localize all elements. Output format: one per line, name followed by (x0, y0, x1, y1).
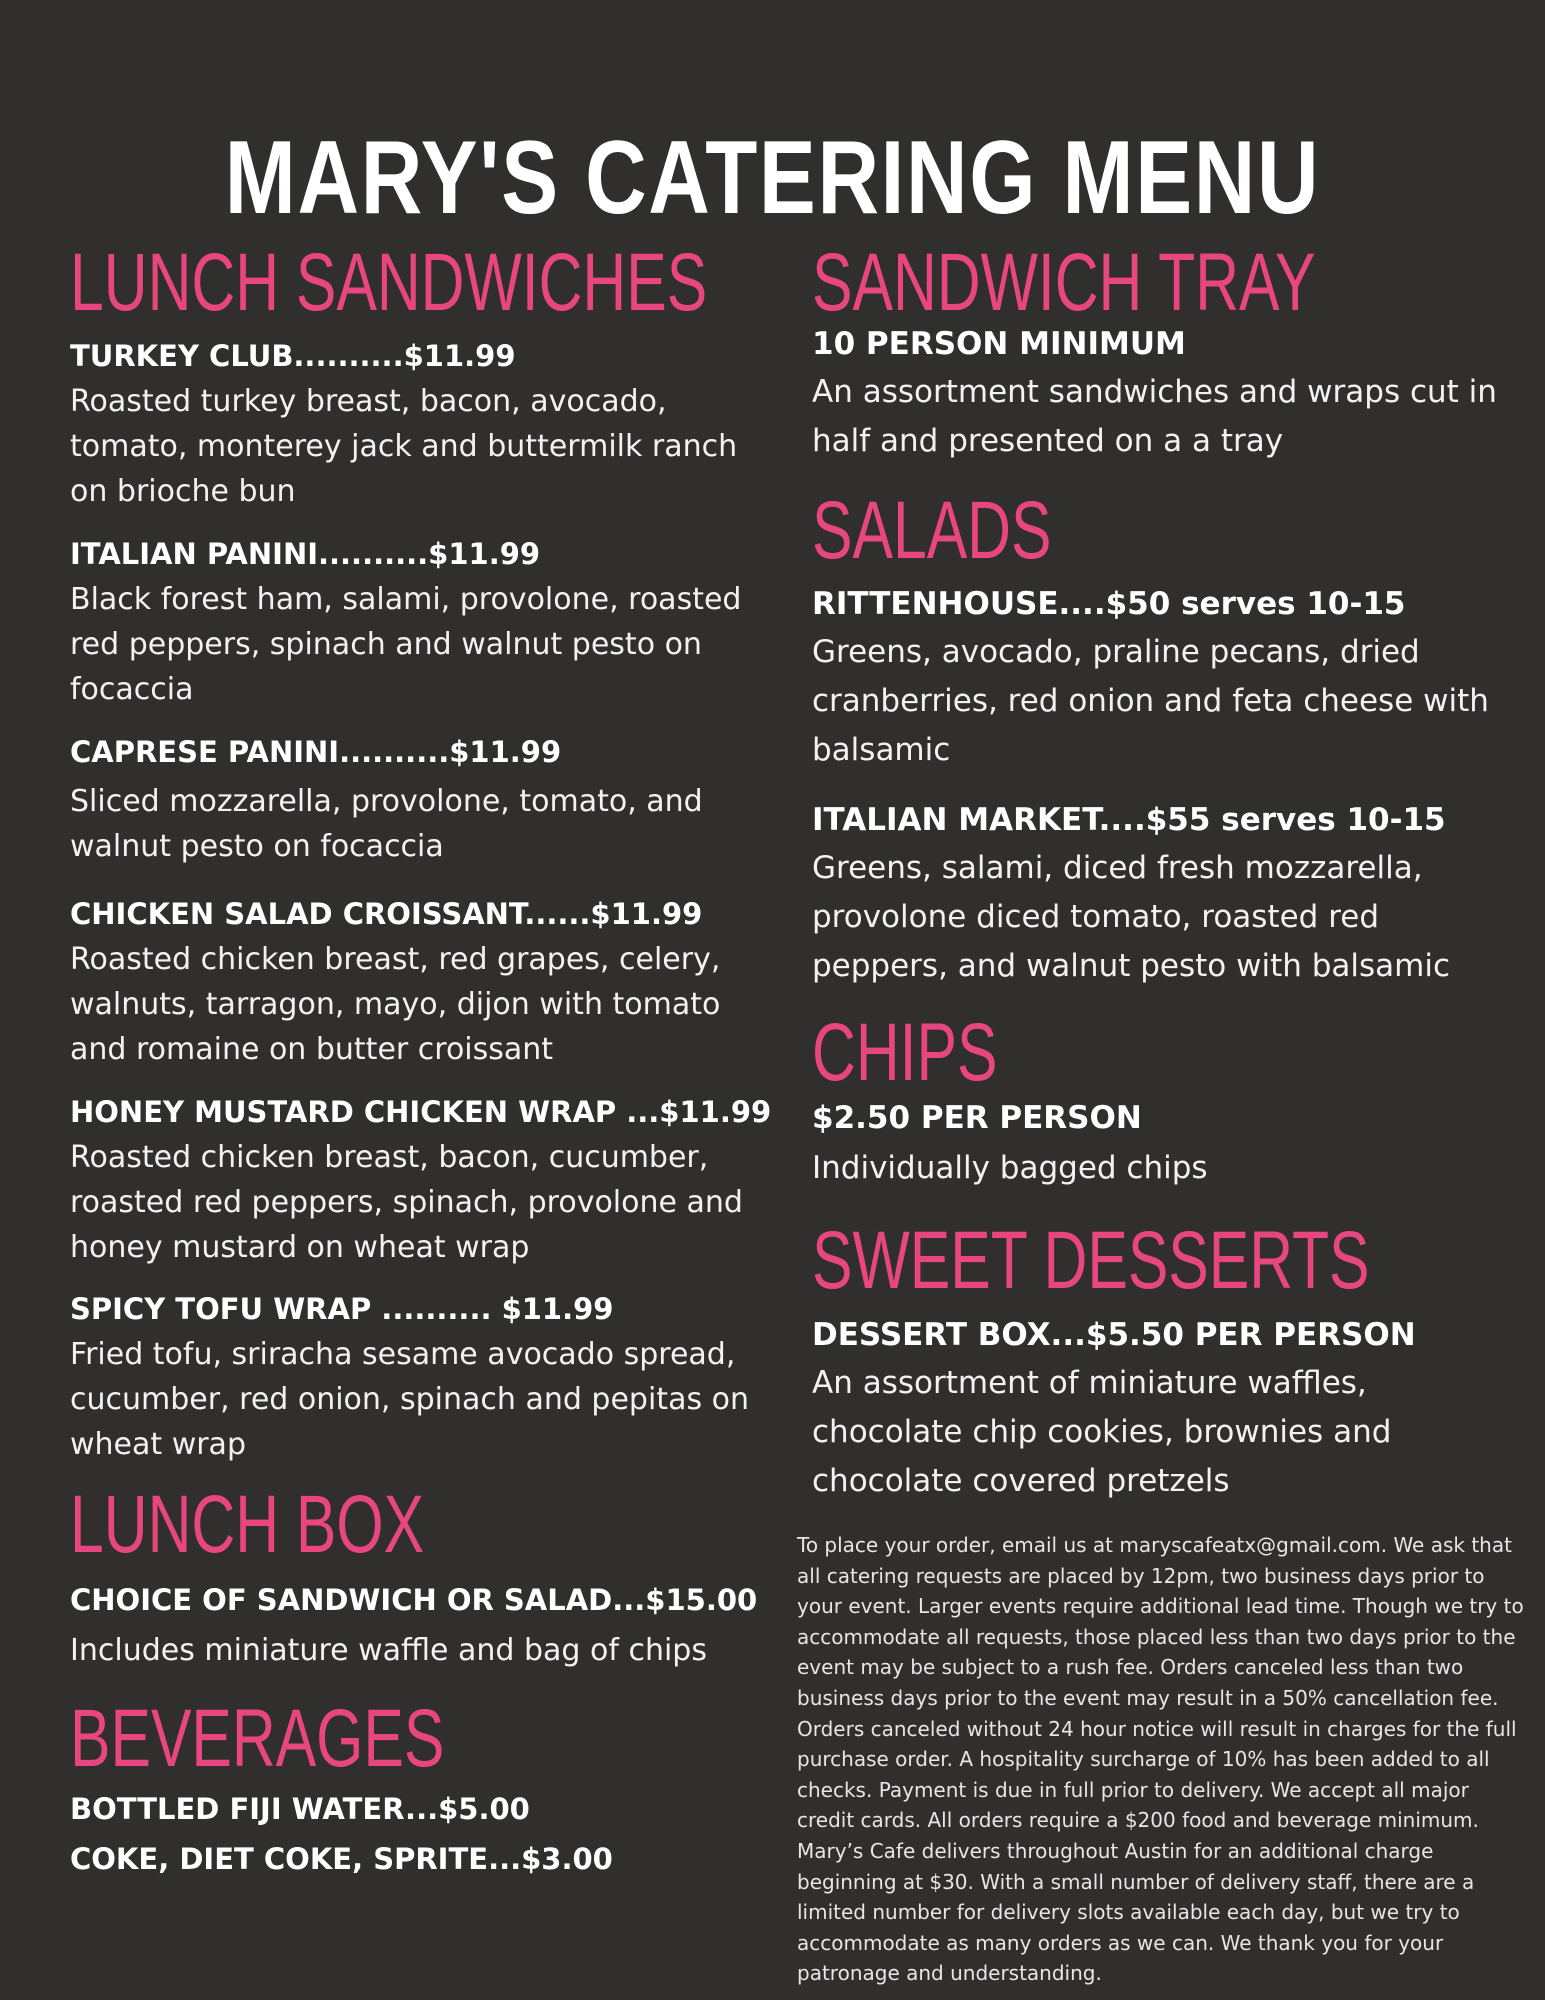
chips-name: $2.50 PER PERSON (812, 1100, 1142, 1136)
lunch-box-description: Includes miniature waffle and bag of chips (70, 1633, 707, 1668)
item-description: Roasted chicken breast, red grapes, celery, walnuts, tarragon, mayo, dijon with tomato and romaine on butter croissant (70, 942, 721, 1067)
item-name: SPICY TOFU WRAP .......... $11.99 (70, 1292, 614, 1326)
item-description: Roasted chicken breast, bacon, cucumber, roasted red peppers, spinach, provolone and honey mustard on wheat wrap (70, 1140, 743, 1265)
dessert-box-description: An assortment of miniature waffles, chocolate chip cookies, brownies and chocolate covered pretzels (812, 1365, 1392, 1499)
dessert-box-name: DESSERT BOX...$5.50 PER PERSON (812, 1317, 1416, 1353)
menu-title: MARY'S CATERING MENU (224, 119, 1321, 236)
sandwich-tray-description: An assortment sandwiches and wraps cut in half and presented on a a tray (812, 374, 1497, 459)
salads-heading: SALADS (812, 485, 1052, 576)
beverages-heading: BEVERAGES (70, 1693, 445, 1784)
beverage-item: BOTTLED FIJI WATER...$5.00 (70, 1792, 530, 1826)
item-name: ITALIAN MARKET....$55 serves 10-15 (812, 802, 1446, 838)
item-name: CHICKEN SALAD CROISSANT......$11.99 (70, 897, 703, 931)
item-name: CAPRESE PANINI..........$11.99 (70, 735, 562, 769)
chips-description: Individually bagged chips (812, 1150, 1208, 1186)
item-name: ITALIAN PANINI..........$11.99 (70, 537, 541, 571)
item-name: RITTENHOUSE....$50 serves 10-15 (812, 586, 1406, 622)
sandwich-tray-heading: SANDWICH TRAY (812, 237, 1316, 328)
sandwich-tray-name: 10 PERSON MINIMUM (812, 326, 1186, 362)
item-description: Black forest ham, salami, provolone, roasted red peppers, spinach and walnut pesto on focaccia (70, 582, 742, 707)
sweet-desserts-heading: SWEET DESSERTS (812, 1215, 1370, 1306)
item-description: Greens, salami, diced fresh mozzarella, provolone diced tomato, roasted red peppers, and walnut pesto with balsamic (812, 850, 1451, 984)
chips-heading: CHIPS (812, 1007, 998, 1098)
item-name: HONEY MUSTARD CHICKEN WRAP ...$11.99 (70, 1095, 772, 1129)
item-description: Roasted turkey breast, bacon, avocado, tomato, monterey jack and buttermilk ranch on brioche bun (70, 384, 738, 509)
item-description: Fried tofu, sriracha sesame avocado spread, cucumber, red onion, spinach and pepitas on wheat wrap (70, 1337, 749, 1462)
item-description: Sliced mozzarella, provolone, tomato, and walnut pesto on focaccia (70, 784, 703, 864)
lunch-box-heading: LUNCH BOX (70, 1479, 425, 1570)
item-description: Greens, avocado, praline pecans, dried cranberries, red onion and feta cheese with balsamic (812, 634, 1489, 768)
beverage-item: COKE, DIET COKE, SPRITE...$3.00 (70, 1842, 613, 1876)
ordering-policy-notice: To place your order, email us at maryscafeatx@gmail.com. We ask that all catering requests are placed by 12pm, two business days prior to your event. Larger events require additional lead time. Though we try to accommodate all requests, those placed less than two days prior to the event may be subject to a rush fee. Orders canceled less than two business days prior to the event may result in a 50% cancellation fee. Orders canceled without 24 hour notice will result in charges for the full purchase order. A hospitality surcharge of 10% has been added to all checks. Payment is due in full prior to delivery. We accept all major credit cards. All orders require a $200 food and beverage minimum. Mary’s Cafe delivers throughout Austin for an additional charge beginning at $30. With a small number of delivery staff, there are a limited number for delivery slots available each day, but we try to accommodate as many orders as we can. We thank you for your patronage and understanding. (797, 1533, 1524, 1986)
lunch-box-name: CHOICE OF SANDWICH OR SALAD...$15.00 (70, 1583, 758, 1617)
lunch-sandwiches-heading: LUNCH SANDWICHES (70, 237, 708, 328)
item-name: TURKEY CLUB..........$11.99 (70, 339, 516, 373)
